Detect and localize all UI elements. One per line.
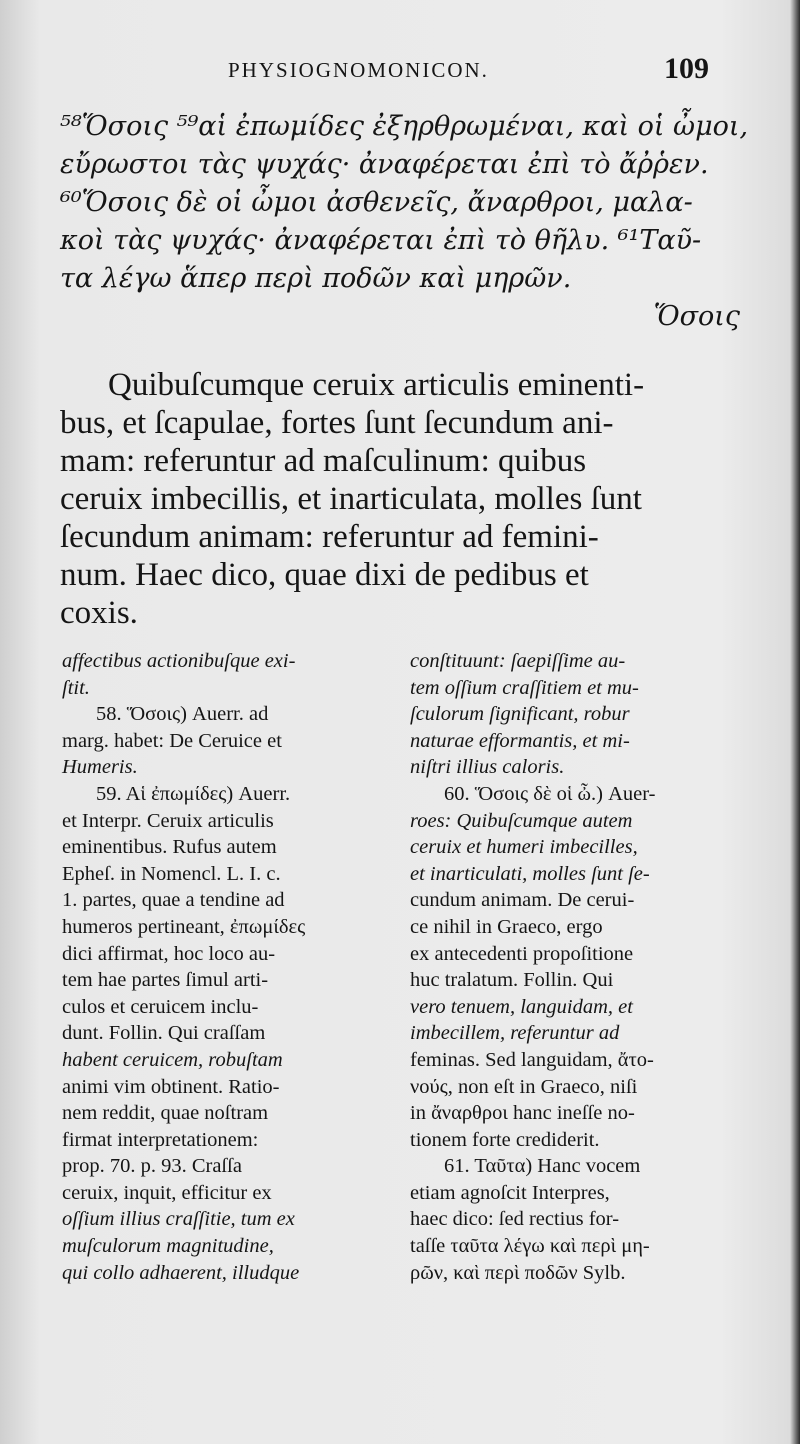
note-line: et inarticulati, molles ſunt ſe-	[410, 862, 650, 885]
note-line: feminas. Sed languidam, ἄτο-	[410, 1048, 654, 1071]
note-line: niſtri illius caloris.	[410, 756, 565, 779]
note-line: ρῶν, καὶ περὶ ποδῶν Sylb.	[410, 1261, 626, 1284]
note-line: ceruix et humeri imbecilles,	[410, 836, 638, 859]
note-line: muſculorum magnitudine,	[62, 1235, 274, 1258]
latin-translation-block	[60, 366, 740, 632]
note-line: cundum animam. De cerui-	[410, 889, 635, 912]
notes-column-right	[410, 648, 736, 1286]
catchword: Ὅσοις	[653, 301, 740, 332]
greek-line: ⁵⁸Ὅσοις ⁵⁹αἱ ἐπωμίδες ἐξηρθρωμέναι, καὶ οἱ ὦμοι,	[60, 111, 749, 142]
latin-line: mam: referuntur ad maſculinum: quibus	[60, 443, 587, 479]
note-line: taſſe ταῦτα λέγω καὶ περὶ μη-	[410, 1235, 650, 1258]
note-line: dunt. Follin. Qui craſſam	[62, 1022, 266, 1045]
note-line: habent ceruicem, robuſtam	[62, 1048, 283, 1071]
note-line: humeros pertineant, ἐπωμίδες	[62, 915, 306, 938]
note-line: ce nihil in Graeco, ergo	[410, 915, 603, 938]
latin-line: ſecundum animam: referuntur ad femini-	[60, 519, 599, 555]
greek-text-block	[60, 108, 749, 336]
note-line: Humeris.	[62, 756, 138, 779]
note-line: ex antecedenti propoſitione	[410, 942, 634, 965]
running-head: PHYSIOGNOMONICON.	[228, 58, 489, 82]
note-line: marg. habet: De Ceruice et	[62, 729, 282, 752]
note-line: ſtit.	[62, 676, 90, 699]
note-line: roes: Quibuſcumque autem	[410, 809, 633, 832]
note-line: eminentibus. Rufus autem	[62, 836, 277, 859]
note-line: naturae efformantis, et mi-	[410, 729, 630, 752]
note-line: Epheſ. in Nomencl. L. I. c.	[62, 862, 281, 885]
latin-line: Quibuſcumque ceruix articulis eminenti-	[108, 367, 645, 403]
note-line: affectibus actionibuſque exi-	[62, 650, 296, 672]
note-line: tem oſſium craſſitiem et mu-	[410, 676, 639, 699]
note-line: 1. partes, quae a tendine ad	[62, 889, 285, 912]
note-line: haec dico: ſed rectius for-	[410, 1208, 620, 1231]
page-header	[0, 52, 800, 92]
page-number: 109	[664, 52, 709, 85]
greek-line: εὔρωστοι τὰς ψυχάς· ἀναφέρεται ἐπὶ τὸ ἄῤῥεν.	[60, 149, 709, 180]
note-line: tionem forte crediderit.	[410, 1128, 600, 1151]
latin-line: bus, et ſcapulae, fortes ſunt ſecundum ani-	[60, 405, 614, 441]
note-line: etiam agnoſcit Interpres,	[410, 1181, 610, 1204]
latin-line: num. Haec dico, quae dixi de pedibus et	[60, 557, 589, 593]
note-line: tem hae partes ſimul arti-	[62, 969, 269, 992]
note-line: et Interpr. Ceruix articulis	[62, 809, 274, 832]
note-line: nem reddit, quae noſtram	[62, 1102, 269, 1125]
note-line: dici affirmat, hoc loco au-	[62, 942, 276, 965]
latin-line: ceruix imbecillis, et inarticulata, molles ſunt	[60, 481, 642, 517]
note-line: vero tenuem, languidam, et	[410, 995, 633, 1018]
note-line: oſſium illius craſſitie, tum ex	[62, 1208, 295, 1231]
note-line: prop. 70. p. 93. Craſſa	[62, 1155, 242, 1178]
greek-line: ⁶⁰Ὅσοις δὲ οἱ ὦμοι ἀσθενεῖς, ἄναρθροι, μαλα-	[60, 187, 693, 218]
note-line: conſtituunt: ſaepiſſime au-	[410, 650, 626, 672]
note-line: qui collo adhaerent, illudque	[62, 1261, 300, 1284]
latin-line: coxis.	[60, 595, 138, 631]
note-line: in ἄναρθροι hanc ineſſe no-	[410, 1102, 635, 1125]
note-line: ceruix, inquit, efficitur ex	[62, 1181, 272, 1204]
note-line: ſculorum ſignificant, robur	[410, 703, 630, 726]
note-line: imbecillem, referuntur ad	[410, 1022, 620, 1045]
note-line: animi vim obtinent. Ratio-	[62, 1075, 280, 1098]
note-line: 59. Αἱ ἐπωμίδες) Auerr.	[96, 782, 291, 805]
note-line: 58. Ὅσοις) Auerr. ad	[96, 703, 269, 726]
note-line: culos et ceruicem inclu-	[62, 995, 259, 1018]
greek-line: κοὶ τὰς ψυχάς· ἀναφέρεται ἐπὶ τὸ θῆλυ. ⁶¹Ταῦ-	[60, 225, 702, 256]
note-line: firmat interpretationem:	[62, 1128, 259, 1151]
notes-column-left	[62, 648, 388, 1286]
note-line: huc tralatum. Follin. Qui	[410, 969, 614, 992]
note-line: 61. Ταῦτα) Hanc vocem	[444, 1155, 641, 1178]
note-line: νούς, non eſt in Graeco, niſi	[410, 1075, 638, 1098]
greek-line: τα λέγω ἅπερ περὶ ποδῶν καὶ μηρῶν.	[60, 263, 572, 294]
note-line: 60. Ὅσοις δὲ οἱ ὦ.) Auer-	[444, 782, 656, 805]
